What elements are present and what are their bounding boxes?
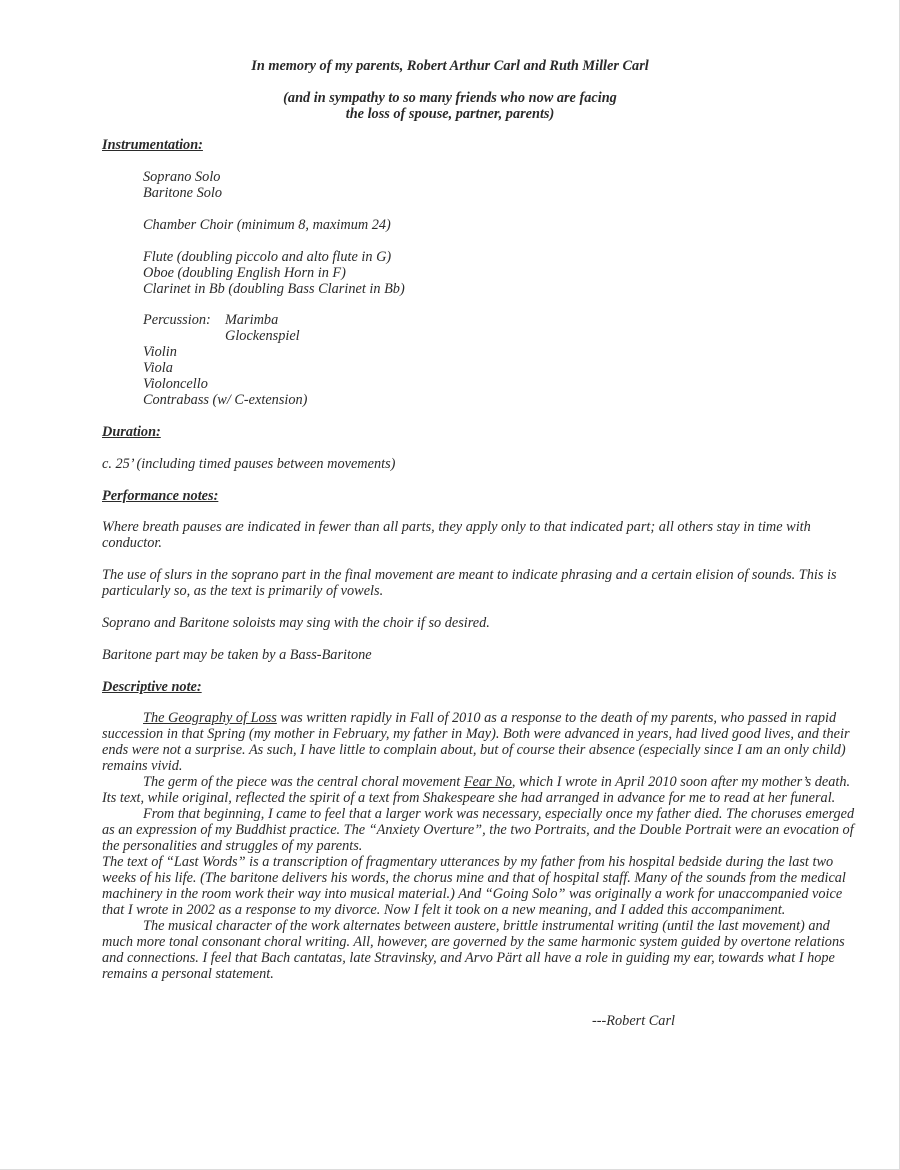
descriptive-note-heading: Descriptive note:: [102, 679, 202, 695]
dedication-subline: (and in sympathy to so many friends who now are facing: [283, 90, 617, 106]
dedication-subline: the loss of spouse, partner, parents): [345, 106, 555, 122]
descriptive-paragraph: The musical character of the work alternates between austere, brittle instrumental writing (until the last movement) and much more tonal consonant choral writing. All, however, are governed by the same harmonic system guided by overtone relations and connections. I feel that Bach cantatas, late Stravinsky, and Arvo Pärt all have a role in guiding my ear, towards what I hope remains a personal statement.: [102, 918, 845, 982]
descriptive-note-body: [102, 710, 862, 982]
instrument-item: Violoncello: [143, 376, 208, 392]
performance-note: Baritone part may be taken by a Bass-Baritone: [102, 647, 372, 663]
movement-title: Fear No: [463, 774, 512, 790]
percussion-label: [143, 312, 211, 328]
instrument-item: Flute (doubling piccolo and alto flute in G): [143, 249, 392, 265]
descriptive-paragraph: The text of “Last Words” is a transcription of fragmentary utterances by my father from his hospital bedside during the last two weeks of his life. (The baritone delivers his words, the chorus mine and that of hospital staff. Many of the sounds from the medical machinery in the room work their way into musical material.) And “Going Solo” was originally a work for unaccompanied voice that I wrote in 2002 as a response to my divorce. Now I felt it took on a new meaning, and I added this accompaniment.: [102, 854, 846, 918]
instrument-item: Oboe (doubling English Horn in F): [143, 265, 346, 281]
instrument-item: Baritone Solo: [143, 185, 223, 201]
performance-note: The use of slurs in the soprano part in the final movement are meant to indicate phrasing and a certain elision of sounds. This is particularly so, as the text is primarily of vowels.: [102, 567, 837, 599]
work-title: The Geography of Loss: [143, 710, 277, 726]
performance-note: Where breath pauses are indicated in fewer than all parts, they apply only to that indicated part; all others stay in time with conductor.: [102, 519, 811, 551]
instrument-item: Contrabass (w/ C-extension): [143, 392, 308, 408]
performance-note: Soprano and Baritone soloists may sing with the choir if so desired.: [102, 615, 490, 631]
percussion-list: [225, 312, 300, 344]
soloists-list: [143, 169, 222, 201]
dedication-line: In memory of my parents, Robert Arthur Carl and Ruth Miller Carl: [251, 58, 649, 74]
duration-heading: Duration:: [102, 424, 161, 440]
performance-notes-heading: Performance notes:: [102, 488, 219, 504]
instrument-item: Soprano Solo: [143, 169, 221, 185]
winds-list: [143, 249, 405, 297]
descriptive-paragraph: The Geography of Loss was written rapidly in Fall of 2010 as a response to the death of my parents, who passed in rapid succession in that Spring (my mother in February, my father in May). Both were advanced in years, had lived good lives, and their ends were not a surprise. As such, I have little to complain about, but of course their absence (especially since I am an only child) remains vivid.: [102, 710, 850, 774]
instrument-item: Percussion:: [143, 312, 211, 328]
descriptive-paragraph: From that beginning, I came to feel that a larger work was necessary, especially once my father died. The choruses emerged as an expression of my Buddhist practice. The “Anxiety Overture”, the two Portraits, and the Double Portrait were an evocation of the personalities and struggles of my parents.: [102, 806, 855, 854]
instrument-item: Viola: [143, 360, 173, 376]
instrument-item: Glockenspiel: [225, 328, 300, 344]
choir-line: [143, 217, 391, 233]
duration-text: c. 25’ (including timed pauses between movements): [102, 456, 396, 472]
descriptive-paragraph: The germ of the piece was the central choral movement Fear No, which I wrote in April 2010 soon after my mother’s death. Its text, while original, reflected the spirit of a text from Shakespeare she had arranged in advance for me to read at her funeral.: [102, 774, 851, 806]
instrument-item: Violin: [143, 344, 177, 360]
signature: ---Robert Carl: [592, 1013, 675, 1029]
instrument-item: Chamber Choir (minimum 8, maximum 24): [143, 217, 391, 233]
instrumentation-heading: Instrumentation:: [102, 137, 203, 153]
instrument-item: Clarinet in Bb (doubling Bass Clarinet in Bb): [143, 281, 405, 297]
strings-list: [143, 344, 307, 408]
instrument-item: Marimba: [225, 312, 279, 328]
